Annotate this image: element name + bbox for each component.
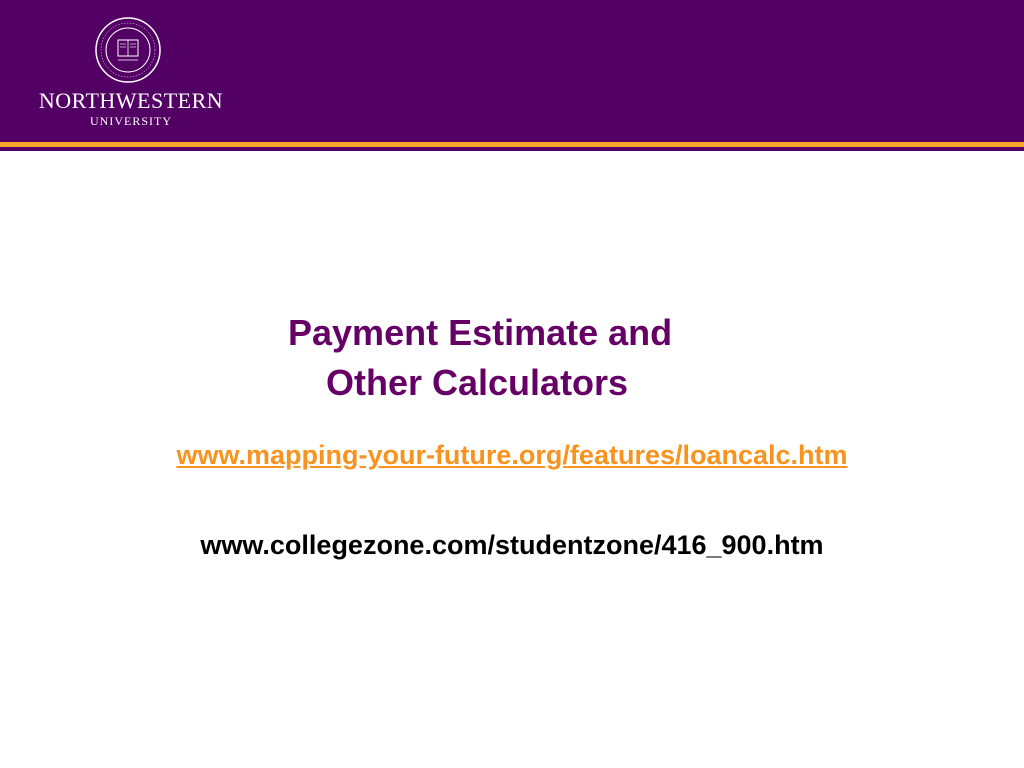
slide-title xyxy=(0,308,1024,408)
wordmark-line1: NORTHWESTERN xyxy=(38,88,224,113)
university-wordmark xyxy=(36,88,226,128)
university-seal-icon xyxy=(94,16,162,84)
slide-title-line1: Payment Estimate and xyxy=(288,312,673,353)
accent-line-thin xyxy=(0,147,1024,151)
loan-calculator-link[interactable]: www.mapping-your-future.org/features/loancalc.htm xyxy=(176,440,848,470)
collegezone-url: www.collegezone.com/studentzone/416_900.htm xyxy=(200,530,824,560)
wordmark-line2: UNIVERSITY xyxy=(90,114,172,128)
slide-title-line2: Other Calculators xyxy=(326,362,629,403)
